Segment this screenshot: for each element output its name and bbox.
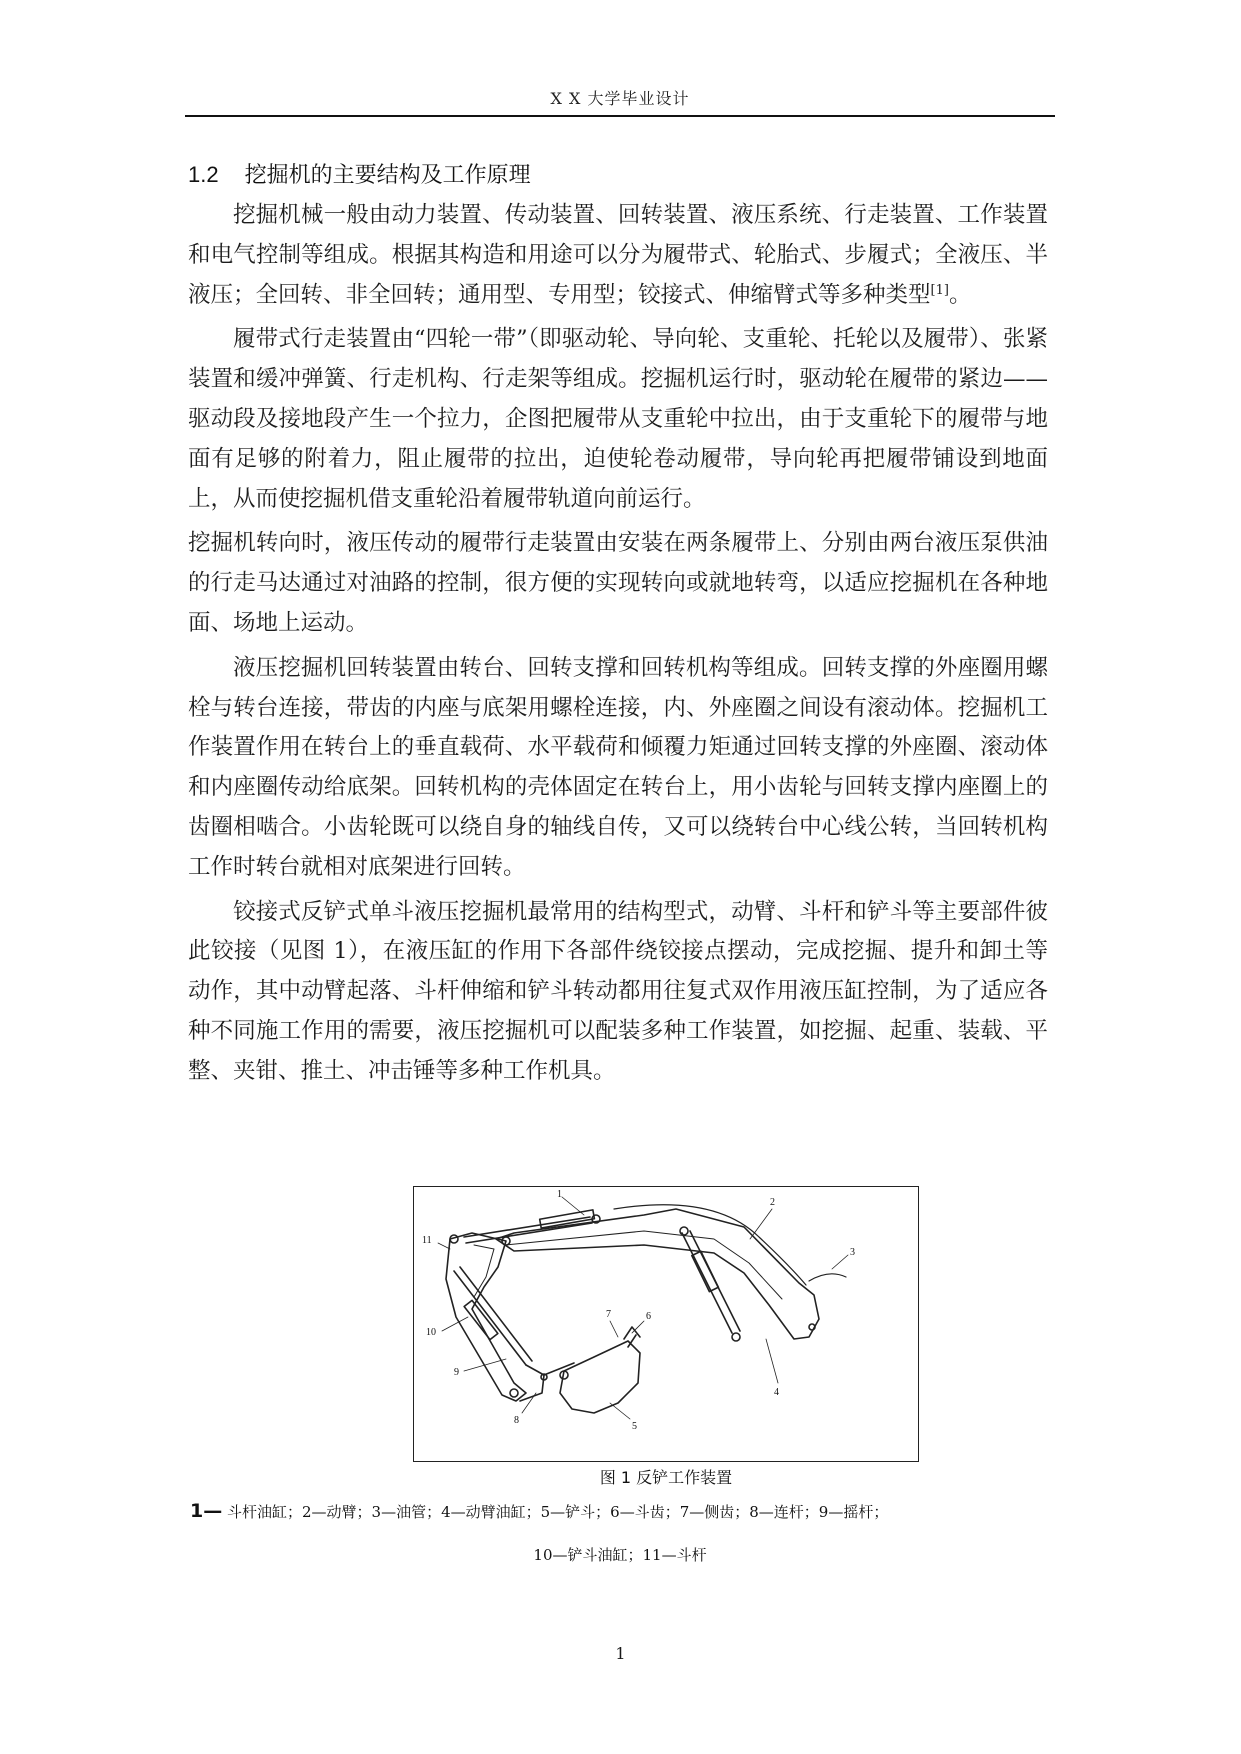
- part-label-11: 11: [422, 1235, 432, 1246]
- part-label-7: 7: [606, 1309, 611, 1320]
- section-heading: [188, 158, 531, 189]
- arm-cylinder: [464, 1217, 592, 1243]
- paragraph-3: 挖掘机转向时，液压传动的履带行走装置由安装在两条履带上、分别由两台液压泵供油的行走马达通过对油路的控制，很方便的实现转向或就地转弯，以适应挖掘机在各种地面、场地上运动。: [188, 530, 1048, 636]
- boom-cylinder: [682, 1231, 740, 1333]
- figure-backhoe-diagram: [413, 1186, 919, 1462]
- paragraph-4: 液压挖掘机回转装置由转台、回转支撑和回转机构等组成。回转支撑的外座圈用螺栓与转台连接，带齿的内座与底架用螺栓连接，内、外座圈之间设有滚动体。挖掘机工作装置作用在转台上的垂直载荷、水平载荷和倾覆力矩通过回转支撑的外座圈、滚动体和内座圈传动给底架。回转机构的壳体固定在转台上，用小齿轮与回转支撑内座圈上的齿圈相啮合。小齿轮既可以绕自身的轴线自传，又可以绕转台中心线公转，当回转机构工作时转台就相对底架进行回转。: [188, 654, 1048, 880]
- citation-ref: [1]: [930, 282, 949, 298]
- boom-shape: [496, 1209, 819, 1339]
- bucket-cylinder: [454, 1267, 532, 1365]
- part-label-5: 5: [632, 1421, 637, 1432]
- part-label-2: 2: [770, 1197, 775, 1208]
- page-number: 1: [615, 1644, 626, 1663]
- part-label-9: 9: [454, 1367, 459, 1378]
- paragraph-5: 铰接式反铲式单斗液压挖掘机最常用的结构型式，动臂、斗杆和铲斗等主要部件彼此铰接（见图 1），在液压缸的作用下各部件绕铰接点摆动，完成挖掘、提升和卸土等动作，其中动臂起落、斗杆伸缩和铲斗转动都用往复式双作用液压缸控制，为了适应各种不同施工作用的需要，液压挖掘机可以配装多种工作装置，如挖掘、起重、装载、平整、夹钳、推土、冲击锤等多种工作机具。: [188, 898, 1048, 1084]
- header-rule: [185, 115, 1055, 117]
- figure-legend-line-2: 10—铲斗油缸；11—斗杆: [533, 1546, 707, 1564]
- bucket-shape: [560, 1341, 640, 1413]
- section-number: 1.2: [188, 162, 219, 187]
- figure-caption: 图 1 反铲工作装置: [599, 1468, 733, 1487]
- running-header: X X 大学毕业设计: [550, 89, 690, 108]
- part-label-6: 6: [646, 1311, 651, 1322]
- part-label-4: 4: [774, 1387, 779, 1398]
- legend-lead: 1—: [190, 1500, 223, 1522]
- backhoe-drawing: [414, 1187, 920, 1463]
- paragraph-2: 履带式行走装置由“四轮一带”（即驱动轮、导向轮、支重轮、托轮以及履带）、张紧装置和缓冲弹簧、行走机构、行走架等组成。挖掘机运行时，驱动轮在履带的紧边——驱动段及接地段产生一个拉力，企图把履带从支重轮中拉出，由于支重轮下的履带与地面有足够的附着力，阻止履带的拉出，迫使轮卷动履带，导向轮再把履带铺设到地面上，从而使挖掘机借支重轮沿着履带轨道向前运行。: [188, 326, 1048, 512]
- part-label-1: 1: [557, 1189, 562, 1200]
- legend-text-1: 斗杆油缸；2—动臂；3—油管；4—动臂油缸；5—铲斗；6—斗齿；7—侧齿；8—连杆；9—摇杆；: [222, 1503, 889, 1521]
- paragraph-1: 挖掘机械一般由动力装置、传动装置、回转装置、液压系统、行走装置、工作装置和电气控制等组成。根据其构造和用途可以分为履带式、轮胎式、步履式；全液压、半液压；全回转、非全回转；通用型、专用型；铰接式、伸缩臂式等多种类型[1]。: [188, 202, 1048, 308]
- part-label-10: 10: [426, 1327, 436, 1338]
- part-label-8: 8: [514, 1415, 519, 1426]
- section-title: 挖掘机的主要结构及工作原理: [244, 163, 531, 188]
- figure-legend-line-1: [190, 1500, 1050, 1522]
- part-label-3: 3: [850, 1247, 855, 1258]
- body-text: [188, 196, 1048, 1097]
